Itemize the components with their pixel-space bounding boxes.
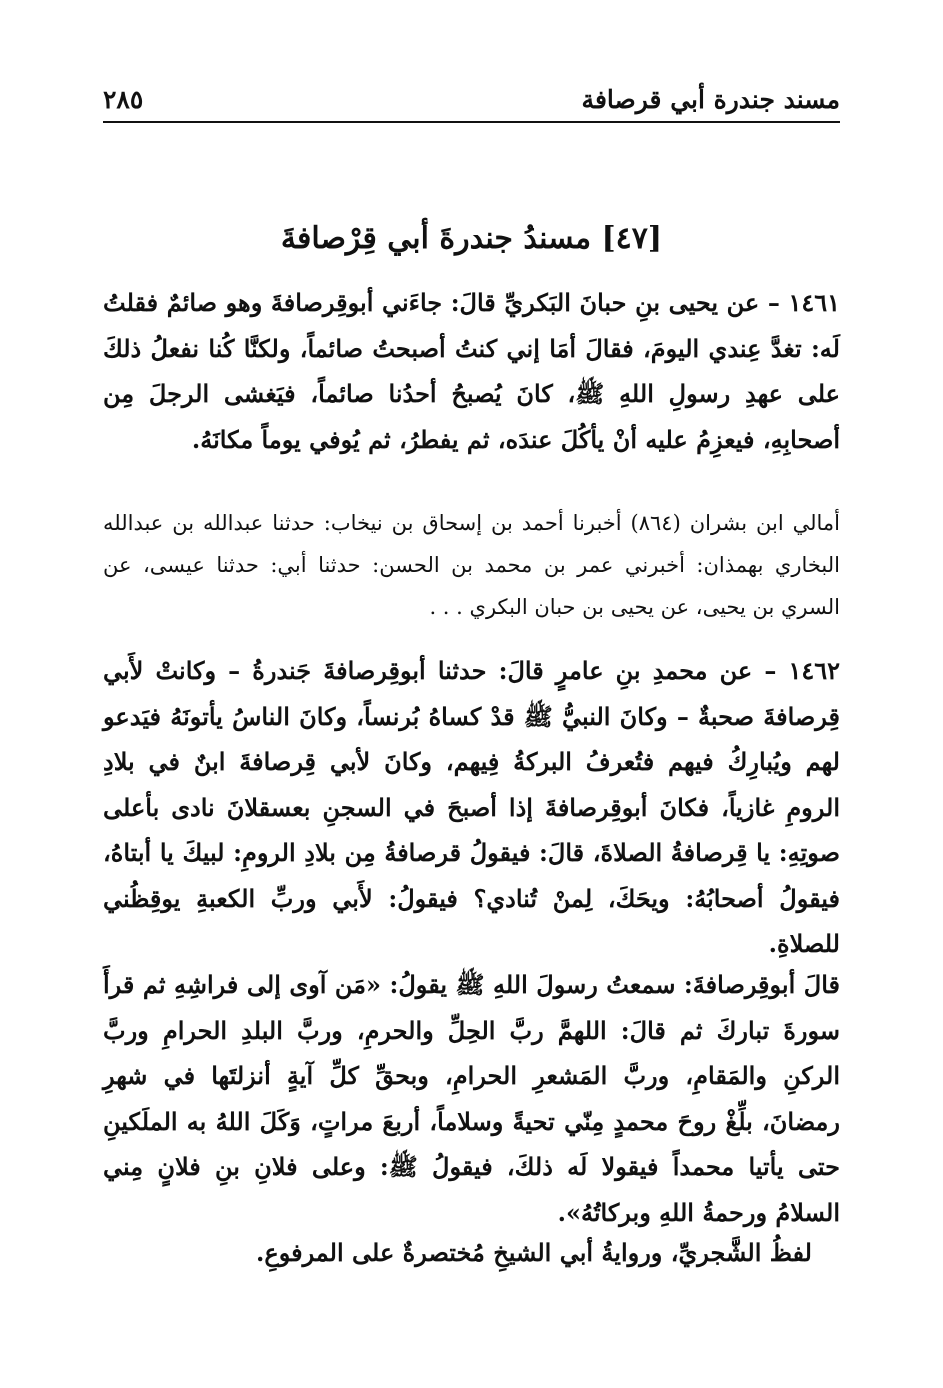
- hadith-1462: [103, 648, 840, 967]
- running-title: مسند جندرة أبي قرصافة: [581, 85, 840, 114]
- running-head: [103, 80, 840, 122]
- page-number: ٢٨٥: [103, 85, 144, 114]
- hadith-text: – عن محمدِ بنِ عامرٍ قالَ: حدثنا أبوقِرصافةَ جَندرةُ – وكانتْ لأَبي قِرصافةَ صحبةٌ – وكانَ النبيُّ ﷺ قدْ كساهُ بُرنساً، وكانَ الناسُ يأتونَهُ فيَدعو لهم ويُبارِكُ فيهم فتُعرفُ البركةُ فِيهم، وكانَ لأبي قِرصافةَ ابنٌ في بلادِ الرومِ غازياً، فكانَ أبوقِرصافةَ إذا أصبحَ في السجنِ بعسقلانَ نادى بأعلى صوتِهِ: يا قِرصافةُ الصلاةَ، قالَ: فيقولُ قرصافةُ مِن بلادِ الرومِ: لبيكَ يا أبتاهُ، فيقولُ أصحابُهُ: ويحَكَ، لِمنْ تُنادي؟ فيقولُ: لأَبي وربِّ الكعبةِ يوقِظُني للصلاةِ.: [103, 656, 840, 958]
- hadith-text: – عن يحيى بنِ حبانَ البَكريِّ قالَ: جاءَني أبوقِرصافةَ وهو صائمٌ فقلتُ لَه: تغدَّ عِندي اليومَ، فقالَ أمَا إني كنتُ أصبحتُ صائماً، ولكنَّا كُنا نفعلُ ذلكَ على عهدِ رسولِ اللهِ ﷺ، كانَ يُصبحُ أحدُنا صائماً، فيَغشى الرجلَ مِن أصحابِهِ، فيعزِمُ عليه أنْ يأكُلَ عندَه، ثم يفطرُ، ثم يُوفي يوماً مكانَهُ.: [103, 288, 840, 454]
- closing-note: لفظُ الشَّجريِّ، وروايةُ أبي الشيخِ مُختصرةٌ على المرفوعِ.: [256, 1238, 812, 1267]
- narration-paragraph: قالَ أبوقِرصافةَ: سمعتُ رسولَ اللهِ ﷺ يقولُ: «مَن آوى إلى فراشِهِ ثم قرأَ سورةَ تباركَ ثم قالَ: اللهمَّ ربَّ الحِلِّ والحرمِ، وربَّ البلدِ الحرامِ وربَّ الركنِ والمَقامِ، وربَّ المَشعرِ الحرامِ، وبحقِّ كلِّ آيةٍ أنزلتَها في شهرِ رمضانَ، بلِّغْ روحَ محمدٍ مِنّي تحيةً وسلاماً، أربعَ مراتٍ، وَكَلَ اللهُ به الملَكينِ حتى يأتيا محمداً فيقولا لَه ذلكَ، فيقولُ ﷺ: وعلى فلانِ بنِ فلانٍ مِني السلامُ ورحمةُ اللهِ وبركاتُهُ».: [103, 970, 841, 1227]
- hadith-number: ١٤٦١: [788, 288, 840, 317]
- section-title: [٤٧] مسندُ جندرةَ أبي قِرْصافةَ: [280, 221, 663, 256]
- header-rule: [103, 121, 840, 123]
- source-citation-1461: أمالي ابن بشران (٨٦٤) أخبرنا أحمد بن إسحاق بن نيخاب: حدثنا عبدالله بن عبدالله البخاري بهمذان: أخبرني عمر بن محمد بن الحسن: حدثنا أبي: حدثنا عيسى، عن السري بن يحيى، عن يحيى بن حبان البكري . . .: [103, 511, 840, 619]
- hadith-number: ١٤٦٢: [788, 656, 840, 685]
- hadith-1461: [103, 280, 840, 462]
